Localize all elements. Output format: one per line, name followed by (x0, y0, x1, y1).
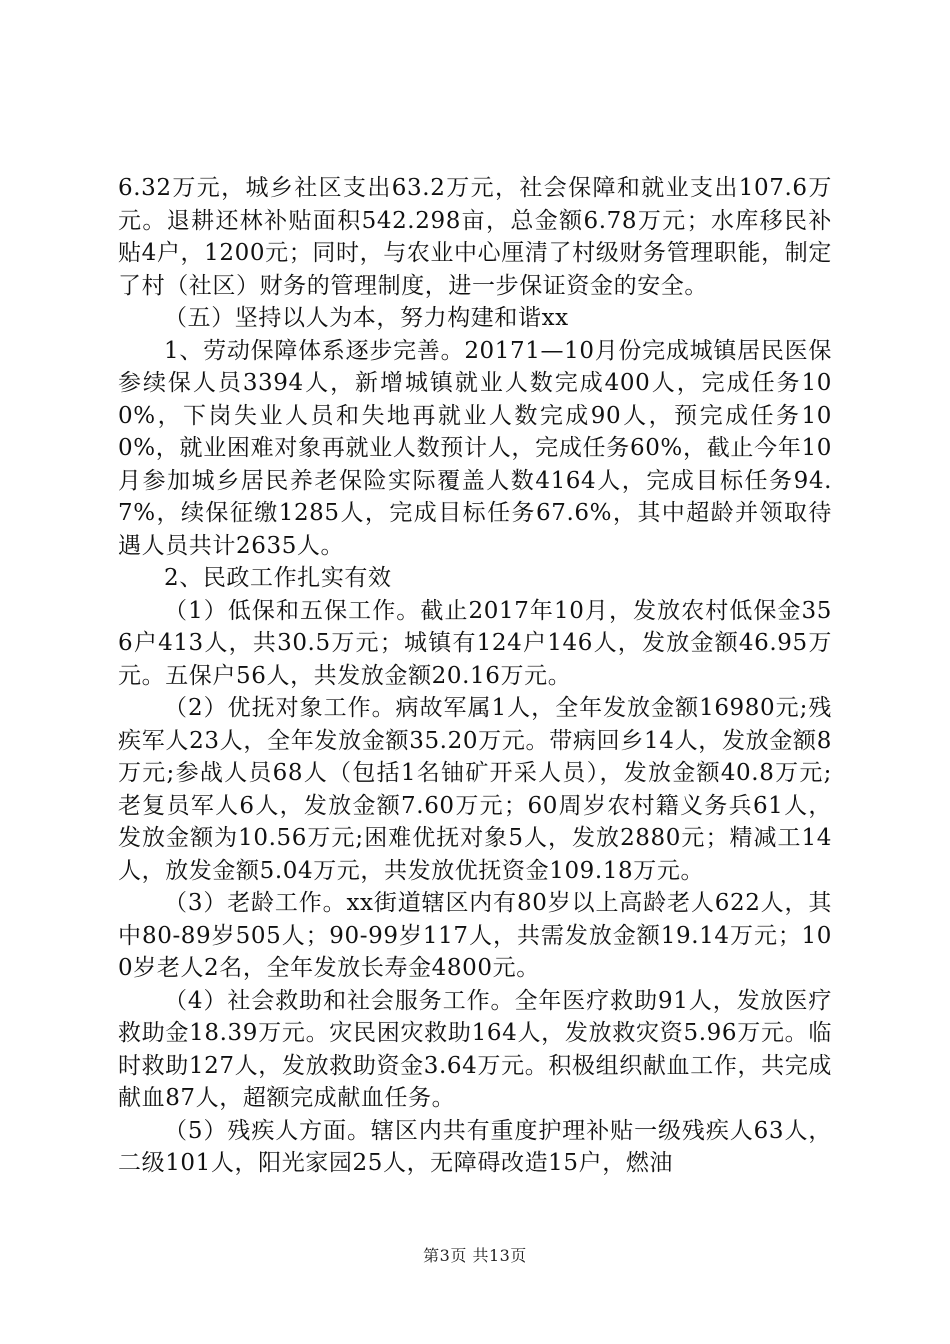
page-number-footer: 第3页 共13页 (423, 1246, 527, 1265)
document-body (118, 172, 832, 1180)
paragraph-disability: （5）残疾人方面。辖区内共有重度护理补贴一级残疾人63人，二级101人，阳光家园25人，无障碍改造15户，燃油 (118, 1117, 832, 1176)
paragraph-finance-continued: 6.32万元，城乡社区支出63.2万元，社会保障和就业支出107.6万元。退耕还林补贴面积542.298亩，总金额6.78万元；水库移民补贴4户，1200元；同时，与农业中心厘清了村级财务管理职能，制定了村（社区）财务的管理制度，进一步保证资金的安全。 (118, 175, 832, 299)
paragraph-labor-security: 1、劳动保障体系逐步完善。20171—10月份完成城镇居民医保参续保人员3394人，新增城镇就业人数完成400人，完成任务100%，下岗失业人员和失地再就业人数完成90人，预完成任务100%，就业困难对象再就业人数预计人，完成任务60%，截止今年10月参加城乡居民养老保险实际覆盖人数4164人，完成目标任务94.7%，续保征缴1285人，完成目标任务67.6%，其中超龄并领取待遇人员共计2635人。 (118, 337, 832, 559)
section-heading-five: （五）坚持以人为本，努力构建和谐xx (164, 305, 569, 331)
paragraph-elderly-work: （3）老龄工作。xx街道辖区内有80岁以上高龄老人622人，其中80-89岁505人；90-99岁117人，共需发放金额19.14万元；100岁老人2名，全年发放长寿金4800元。 (118, 890, 832, 981)
paragraph-social-assistance: （4）社会救助和社会服务工作。全年医疗救助91人，发放医疗救助金18.39万元。灾民困灾救助164人，发放救灾资5.96万元。临时救助127人，发放救助资金3.64万元。积极组织献血工作，共完成献血87人，超额完成献血任务。 (118, 987, 832, 1111)
subheading-civil-affairs: 2、民政工作扎实有效 (164, 565, 392, 591)
paragraph-low-income-support: （1）低保和五保工作。截止2017年10月，发放农村低保金356户413人，共30.5万元；城镇有124户146人，发放金额46.95万元。五保户56人，共发放金额20.16万元。 (118, 597, 832, 689)
paragraph-veteran-care: （2）优抚对象工作。病故军属1人，全年发放金额16980元;残疾军人23人，全年发放金额35.20万元。带病回乡14人，发放金额8万元;参战人员68人（包括1名铀矿开采人员），发放金额40.8万元;老复员军人6人，发放金额7.60万元；60周岁农村籍义务兵61人，发放金额为10.56万元;困难优抚对象5人，发放2880元；精减工14人，放发金额5.04万元，共发放优抚资金109.18万元。 (118, 695, 832, 884)
